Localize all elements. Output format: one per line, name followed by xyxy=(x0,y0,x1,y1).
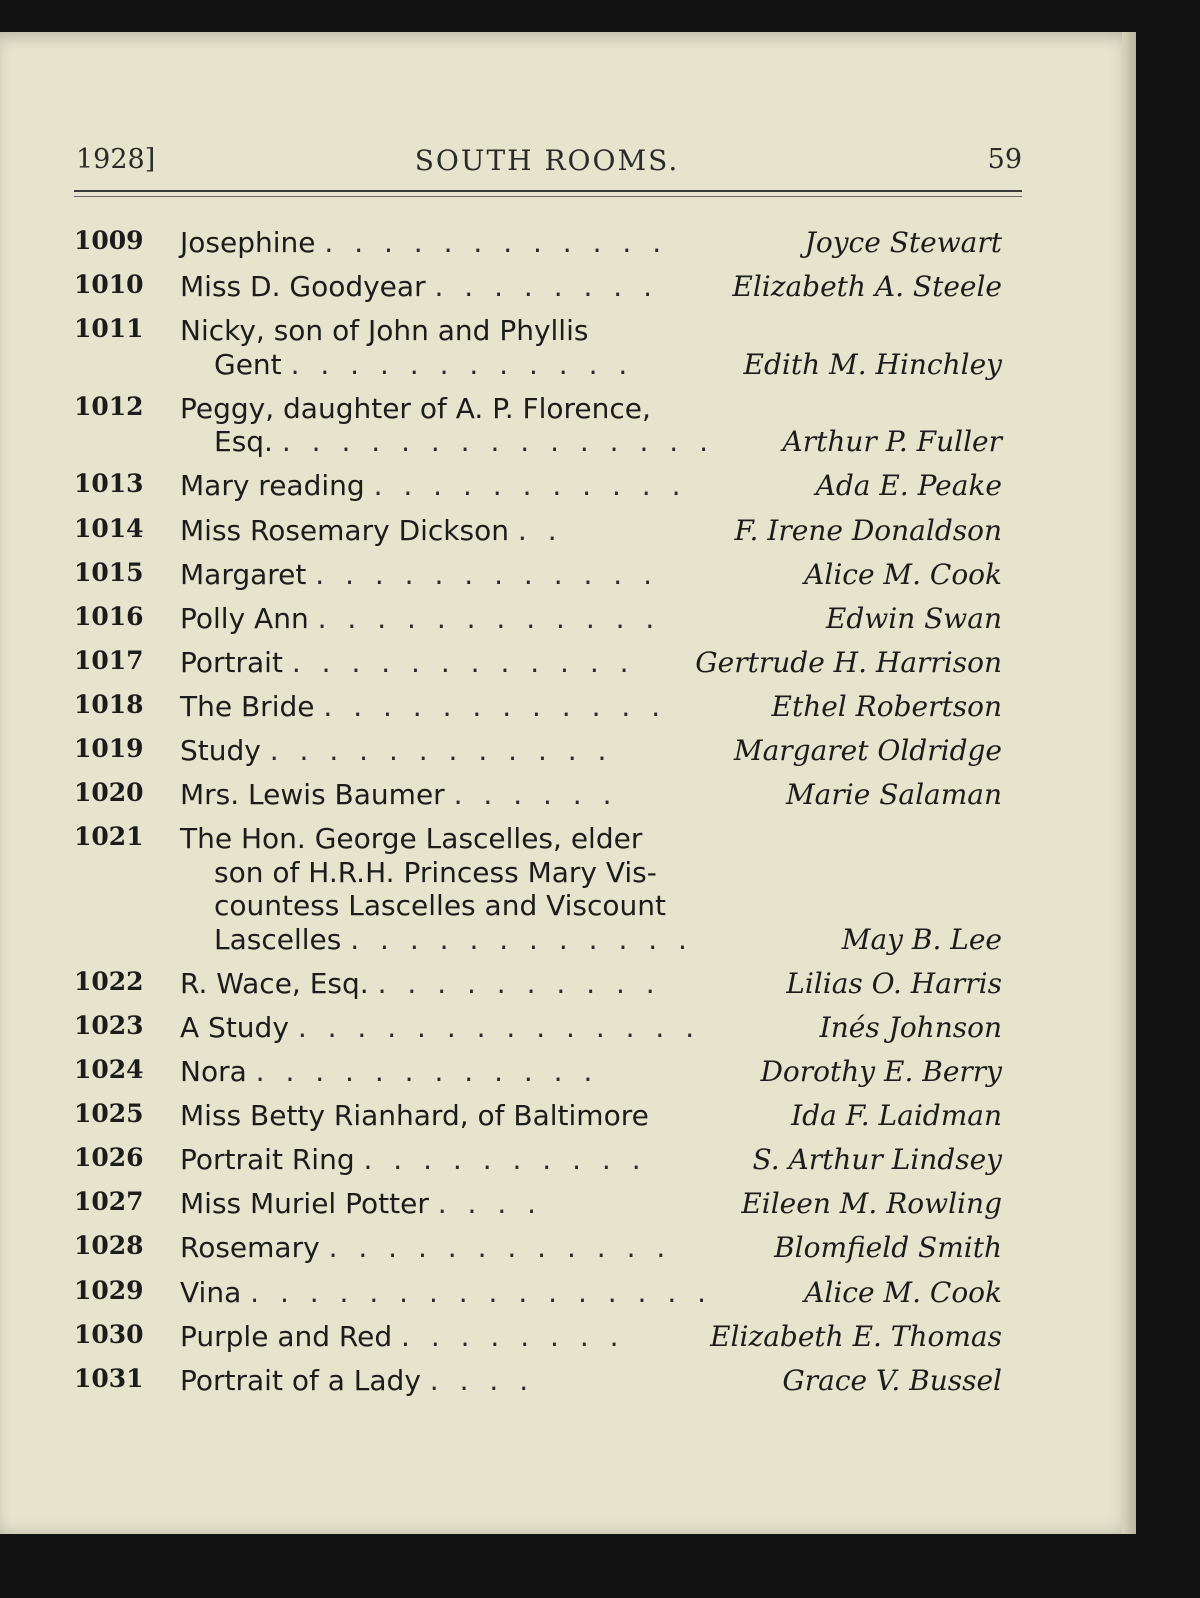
entry-title: Margaret xyxy=(180,557,307,591)
entry-artist: Alice M. Cook xyxy=(804,557,1002,591)
entry-number: 1018 xyxy=(74,689,144,719)
entry-number: 1012 xyxy=(74,391,144,421)
entry-title-line xyxy=(180,1099,715,1132)
leader-dots: . . . . . . . . . . xyxy=(377,966,661,1000)
entry-title: Miss Betty Rianhard, of Baltimore xyxy=(180,1099,649,1133)
entry-number: 1024 xyxy=(74,1055,144,1084)
entry-title-line xyxy=(180,734,715,767)
entry-title: R. Wace, Esq. xyxy=(180,966,369,1000)
entry-title-line xyxy=(180,226,715,259)
entry-title-line xyxy=(180,1231,715,1264)
entry-title-line xyxy=(180,1276,715,1309)
leader-dots: . . . . . . . . . . . . xyxy=(255,1055,599,1088)
catalogue-page xyxy=(0,32,1136,1534)
entry-title: Vina xyxy=(180,1275,242,1309)
entry-title-line xyxy=(180,1011,715,1044)
entry-title: countess Lascelles and Viscount xyxy=(214,889,667,923)
leader-dots: . . . . . . . . . . . . . . . . xyxy=(250,1275,713,1309)
entry-title-line xyxy=(214,923,714,956)
entry-title-line xyxy=(180,1187,715,1220)
entry-number: 1031 xyxy=(74,1363,144,1393)
entry-title-line xyxy=(180,469,715,502)
entry-artist: Inés Johnson xyxy=(819,1010,1002,1044)
entry-title-line xyxy=(180,314,715,347)
entry-title: Esq. xyxy=(214,425,273,459)
entry-title: Miss D. Goodyear xyxy=(180,270,426,304)
entry-artist: Edith M. Hinchley xyxy=(743,347,1002,381)
entry-title-line xyxy=(180,690,715,723)
leader-dots: . . . . . . . . . . . . xyxy=(323,689,667,723)
entry-number: 1016 xyxy=(74,601,144,631)
entry-number: 1027 xyxy=(74,1187,144,1217)
entry-title-line xyxy=(214,348,714,381)
leader-dots: . . . . . . . . . . . . xyxy=(324,226,668,259)
entry-artist: Lilias O. Harris xyxy=(786,966,1002,1000)
entry-artist: Elizabeth A. Steele xyxy=(732,270,1002,304)
entry-artist: Elizabeth E. Thomas xyxy=(710,1319,1002,1353)
leader-dots: . . . . . . . . . . . . xyxy=(315,557,658,591)
leader-dots: . . . . . . . . . . xyxy=(363,1143,647,1177)
entry-artist: Edwin Swan xyxy=(825,601,1002,635)
entry-number: 1030 xyxy=(74,1319,144,1349)
entry-title: The Hon. George Lascelles, elder xyxy=(180,822,643,856)
entry-artist: F. Irene Donaldson xyxy=(734,513,1002,547)
entry-title-line xyxy=(180,1143,715,1176)
entry-title-line xyxy=(214,889,714,922)
leader-dots: . . . . . . . . . . . . xyxy=(317,601,661,635)
entry-number: 1025 xyxy=(74,1099,144,1129)
leader-dots: . . . . . . . . . . . . . . . xyxy=(281,425,714,459)
entry-number: 1017 xyxy=(74,645,144,675)
header-title: SOUTH ROOMS. xyxy=(414,144,680,177)
entry-artist: Dorothy E. Berry xyxy=(760,1055,1002,1088)
entry-number: 1019 xyxy=(74,734,144,763)
leader-dots: . . . . . . xyxy=(453,778,618,812)
entry-title: Polly Ann xyxy=(180,601,309,635)
entry-number: 1011 xyxy=(74,314,144,344)
entry-title: Peggy, daughter of A. P. Florence, xyxy=(180,391,651,425)
leader-dots: . . . . . . . . xyxy=(434,270,658,304)
leader-dots: . . . . . . . . . . . . xyxy=(291,645,635,679)
entry-artist: Arthur P. Fuller xyxy=(782,425,1002,459)
entry-artist: May B. Lee xyxy=(841,922,1002,956)
entry-number: 1015 xyxy=(74,557,144,587)
entry-title: Josephine xyxy=(180,226,316,259)
entry-title: Portrait xyxy=(180,645,283,679)
entry-number: 1021 xyxy=(74,822,144,852)
entry-title: The Bride xyxy=(180,689,315,723)
entry-number: 1028 xyxy=(74,1231,144,1261)
entry-title: Mary reading xyxy=(180,469,365,503)
entry-title-line xyxy=(180,514,715,547)
entry-artist: Ethel Robertson xyxy=(771,689,1002,723)
entry-title: Lascelles xyxy=(214,922,342,956)
entry-artist: Gertrude H. Harrison xyxy=(695,645,1002,679)
entry-title-line xyxy=(180,602,715,635)
entry-title: Purple and Red xyxy=(180,1319,393,1353)
entry-title-line xyxy=(180,967,715,1000)
leader-dots: . . . . . . . . . . . . xyxy=(290,347,634,381)
entry-title: son of H.R.H. Princess Mary Vis- xyxy=(214,855,657,889)
entry-artist: S. Arthur Lindsey xyxy=(752,1143,1002,1177)
page-number: 59 xyxy=(987,144,1022,175)
entry-artist: Marie Salaman xyxy=(786,778,1002,812)
leader-dots: . . . . . . . . . . . . xyxy=(328,1231,672,1265)
catalogue-entries xyxy=(0,32,1136,1534)
entry-title-line xyxy=(180,1364,715,1397)
entry-title-line xyxy=(180,778,715,811)
entry-title: Portrait of a Lady xyxy=(180,1363,421,1397)
leader-dots: . . . . . . . . . . . . xyxy=(350,922,693,956)
leader-dots: . . . . . . . . . . . xyxy=(373,469,687,503)
leader-dots: . . . . . . . . xyxy=(401,1319,625,1353)
header-year: 1928] xyxy=(76,144,156,175)
entry-number: 1022 xyxy=(74,966,144,996)
entry-artist: Joyce Stewart xyxy=(804,226,1002,259)
entry-title-line xyxy=(180,392,715,425)
entry-title-line xyxy=(180,270,715,303)
entry-artist: Grace V. Bussel xyxy=(782,1363,1002,1397)
entry-artist: Ada E. Peake xyxy=(815,469,1002,503)
entry-title: Nicky, son of John and Phyllis xyxy=(180,314,589,348)
entry-artist: Alice M. Cook xyxy=(804,1275,1002,1309)
entry-number: 1009 xyxy=(74,226,144,255)
entry-title: Gent xyxy=(214,347,282,381)
entry-title: Nora xyxy=(180,1055,247,1088)
entry-title: Miss Rosemary Dickson xyxy=(180,513,509,547)
entry-title: A Study xyxy=(180,1010,289,1044)
entry-title: Study xyxy=(180,734,261,767)
entry-title-line xyxy=(180,1055,715,1088)
entry-number: 1013 xyxy=(74,469,144,499)
entry-title-line xyxy=(214,425,714,458)
entry-title: Rosemary xyxy=(180,1231,320,1265)
entry-artist: Blomfield Smith xyxy=(774,1231,1002,1265)
entry-number: 1023 xyxy=(74,1010,144,1040)
entry-title-line xyxy=(180,558,715,591)
entry-artist: Margaret Oldridge xyxy=(733,734,1002,767)
entry-title: Portrait Ring xyxy=(180,1143,355,1177)
entry-title-line xyxy=(214,856,714,889)
entry-title-line xyxy=(180,1320,715,1353)
entry-artist: Ida F. Laidman xyxy=(791,1099,1002,1133)
entry-title-line xyxy=(180,646,715,679)
entry-title: Miss Muriel Potter xyxy=(180,1187,429,1221)
leader-dots: . . . . xyxy=(437,1187,543,1221)
entry-number: 1014 xyxy=(74,513,144,543)
entry-number: 1010 xyxy=(74,270,144,300)
entry-artist: Eileen M. Rowling xyxy=(741,1187,1002,1221)
entry-number: 1020 xyxy=(74,778,144,808)
entry-title: Mrs. Lewis Baumer xyxy=(180,778,445,812)
leader-dots: . . xyxy=(517,513,563,547)
entry-number: 1029 xyxy=(74,1275,144,1305)
leader-dots: . . . . xyxy=(429,1363,535,1397)
leader-dots: . . . . . . . . . . . . xyxy=(269,734,613,767)
leader-dots: . . . . . . . . . . . . . . xyxy=(297,1010,701,1044)
entry-number: 1026 xyxy=(74,1143,144,1173)
entry-title-line xyxy=(180,822,715,855)
